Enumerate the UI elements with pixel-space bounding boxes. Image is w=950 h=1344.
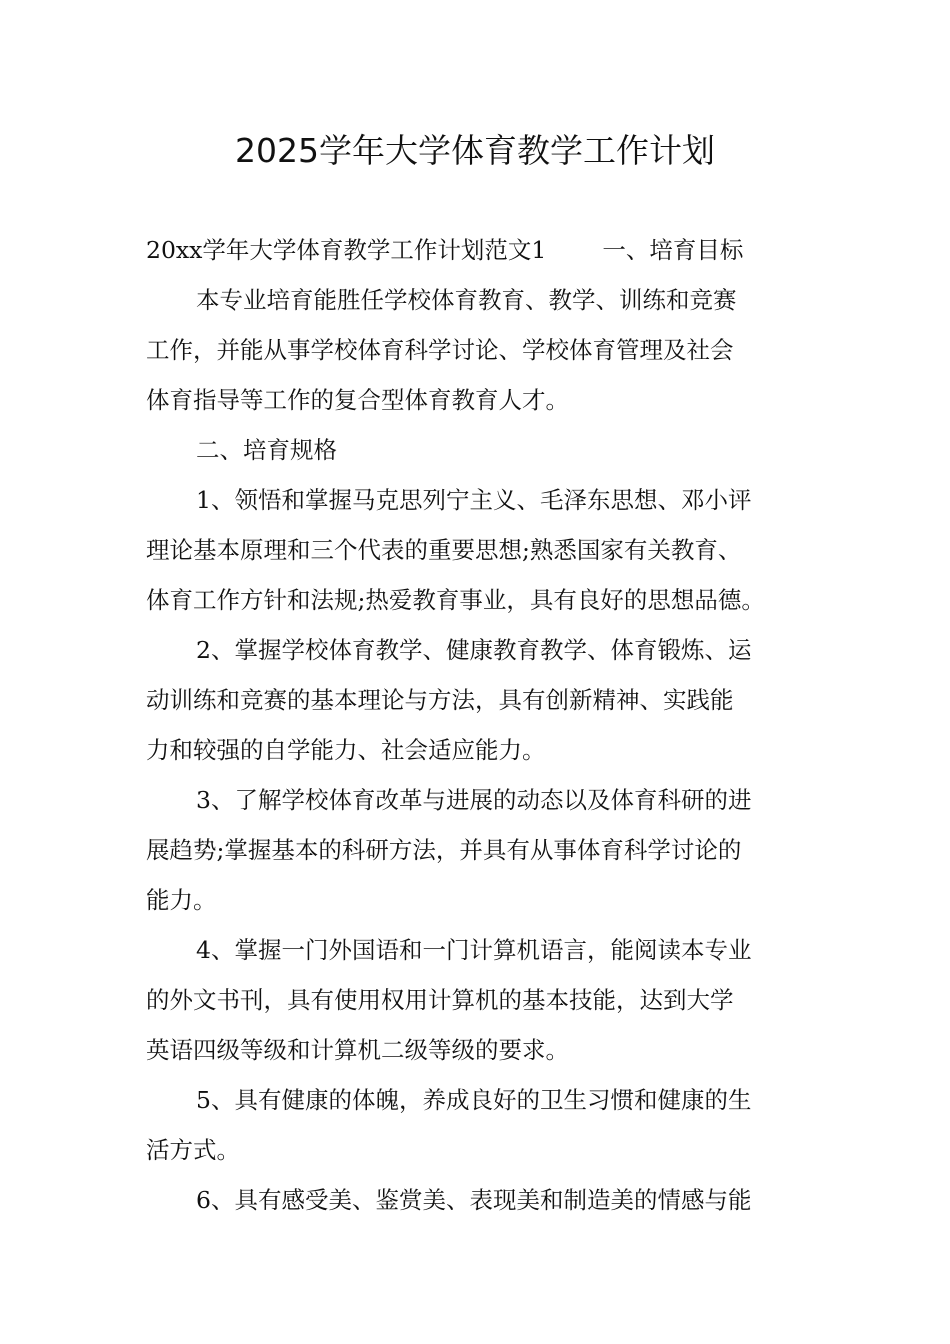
paragraph-line: 1、领悟和掌握马克思列宁主义、毛泽东思想、邓小评 bbox=[196, 486, 752, 514]
paragraph-line: 工作，并能从事学校体育科学讨论、学校体育管理及社会 bbox=[146, 336, 734, 364]
paragraph-line: 英语四级等级和计算机二级等级的要求。 bbox=[146, 1036, 569, 1064]
paragraph-line: 活方式。 bbox=[146, 1136, 240, 1164]
paragraph-line: 动训练和竞赛的基本理论与方法，具有创新精神、实践能 bbox=[146, 686, 734, 714]
document-title: 2025学年大学体育教学工作计划 bbox=[235, 131, 715, 170]
paragraph-line: 5、具有健康的体魄，养成良好的卫生习惯和健康的生 bbox=[196, 1086, 752, 1114]
paragraph-line: 本专业培育能胜任学校体育教育、教学、训练和竞赛 bbox=[196, 286, 737, 314]
paragraph-line: 的外文书刊，具有使用权用计算机的基本技能，达到大学 bbox=[146, 986, 734, 1014]
paragraph-line: 4、掌握一门外国语和一门计算机语言，能阅读本专业 bbox=[196, 936, 752, 964]
paragraph-line: 能力。 bbox=[146, 886, 217, 914]
intro-line bbox=[146, 233, 743, 267]
sample-label: 20xx学年大学体育教学工作计划范文1 bbox=[146, 236, 547, 264]
paragraph-line: 体育工作方针和法规;热爱教育事业，具有良好的思想品德。 bbox=[146, 586, 765, 614]
section-heading-spec: 二、培育规格 bbox=[196, 436, 337, 464]
section-heading-goal: 一、培育目标 bbox=[602, 236, 744, 264]
paragraph-line: 体育指导等工作的复合型体育教育人才。 bbox=[146, 386, 569, 414]
paragraph-line: 力和较强的自学能力、社会适应能力。 bbox=[146, 736, 546, 764]
paragraph-line: 展趋势;掌握基本的科研方法，并具有从事体育科学讨论的 bbox=[146, 836, 742, 864]
paragraph-line: 理论基本原理和三个代表的重要思想;熟悉国家有关教育、 bbox=[146, 536, 742, 564]
paragraph-line: 6、具有感受美、鉴赏美、表现美和制造美的情感与能 bbox=[196, 1186, 752, 1214]
paragraph-line: 3、了解学校体育改革与进展的动态以及体育科研的进 bbox=[196, 786, 752, 814]
paragraph-line: 2、掌握学校体育教学、健康教育教学、体育锻炼、运 bbox=[196, 636, 752, 664]
